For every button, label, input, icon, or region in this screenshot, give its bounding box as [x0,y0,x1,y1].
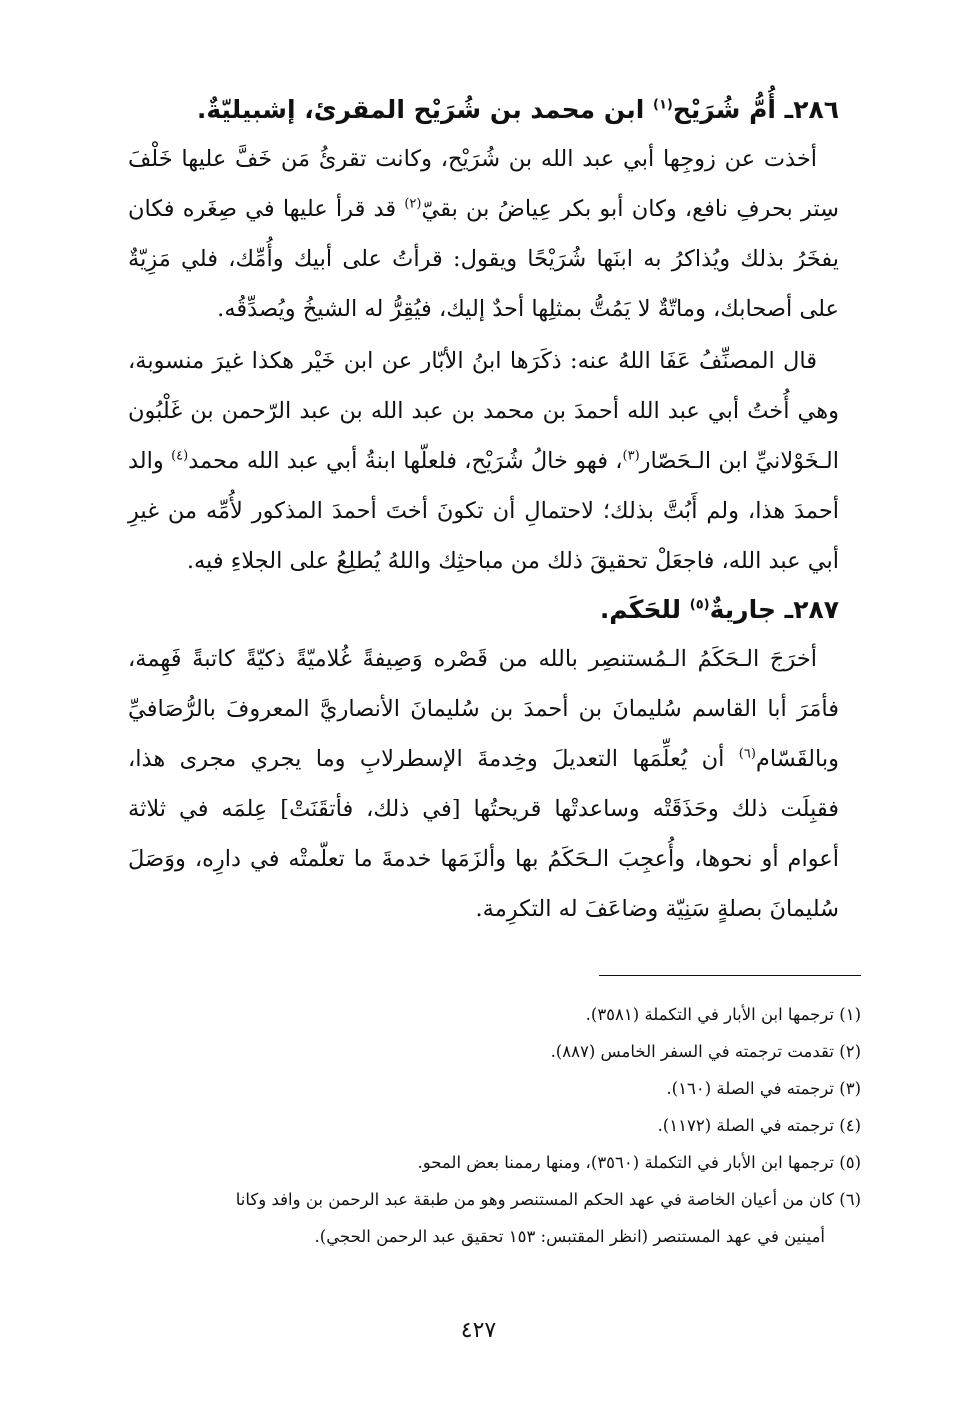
entry-title-287 [128,588,839,632]
paragraph-text: قال المصنِّفُ عَفَا اللهُ عنه: ذكَرَها ابنُ الأبّار عن ابن خَيْر هكذا غيرَ منسوبة، وهي أُختُ أبي عبد الله أحمدَ بن محمد بن عبد الله بن عبد الرّحمن بن غَلْبُون الـخَوْلانيِّ ابن الـحَصّار [128,348,839,474]
footnote: (١) ترجمها ابن الأبار في التكملة (٣٥٨١). [585,1005,861,1024]
paragraph [128,634,839,934]
footnote: (٥) ترجمها ابن الأبار في التكملة (٣٥٦٠)، ومنها رممنا بعض المحو. [417,1153,861,1172]
paragraph-text: أخرَجَ الـحَكَمُ الـمُستنصِر بالله من قَصْره وَصِيفةً غُلاميّةً ذكيّةً كاتبةً فَهِمة، فأمَرَ أبا القاسم سُليمانَ بن أحمدَ بن سُليمانَ الأنصاريَّ المعروفَ بالرُّصَافيِّ وبالقَسّام [128,646,839,772]
entry-title-text: ٢٨٧ـ جاريةٌ [709,595,839,624]
entry-title-286 [128,88,839,132]
page-number: ٤٢٧ [460,1318,497,1343]
footnote-ref[interactable]: (٤) [171,448,189,464]
footnote-ref[interactable]: (٥) [689,597,710,613]
paragraph [128,134,839,334]
paragraph-text: والد أحمدَ هذا، ولم أَبُتَّ بذلك؛ لاحتمالِ أن تكونَ أختَ أحمدَ المذكور لأُمِّه من غيرِ أبي عبد الله، فاجعَلْ تحقيقَ ذلك من مباحثِك واللهُ يُطلِعُ على الجلاءِ فيه. [128,448,839,574]
footnotes [112,996,861,1255]
footnote-ref[interactable]: (٦) [738,746,756,762]
entry-title-text: ٢٨٦ـ أُمُّ شُرَيْح [672,95,839,124]
paragraph [128,336,839,586]
entry-title-rest: للحَكَم. [599,595,690,624]
footnote: (٣) ترجمته في الصلة (١٦٠). [666,1079,861,1098]
paragraph-text: أخذت عن زوجِها أبي عبد الله بن شُرَيْح، وكانت تقرئُ مَن خَفَّ عليها خَلْفَ سِتر بحرفِ نافع، وكان أبو بكر عِياضُ بن بقيّ [128,146,839,222]
footnote-ref[interactable]: (٣) [622,448,640,464]
footnote: (٦) كان من أعيان الخاصة في عهد الحكم المستنصر وهو من طبقة عبد الرحمن بن وافد وكانا [235,1190,861,1209]
footnote-ref[interactable]: (١) [652,97,673,113]
footnote-divider [599,975,861,976]
footnote: (٢) تقدمت ترجمته في السفر الخامس (٨٨٧). [550,1042,861,1061]
paragraph-text: ، فهو خالُ شُرَيْح، فلعلّها ابنةُ أبي عبد الله محمد [188,448,623,474]
footnote-ref[interactable]: (٢) [404,196,422,212]
paragraph-text: قد قرأ عليها في صِغَره فكان يفخَرُ بذلك ويُذاكرُ به ابنَها شُرَيْحًا ويقول: قرأتُ على أبيك وأُمِّك، فلي مَزِيّةٌ على أصحابك، وماتّةٌ لا يَمُتُّ بمثلِها أحدٌ إليك، فيُقِرُّ له الشيخُ ويُصدِّقُه. [128,196,839,322]
paragraph-text: أن يُعلِّمَها التعديلَ وخِدمةَ الإسطرلابِ وما يجري مجرى هذا، فقبِلَت ذلك وحَذَقَتْه وساعدتْها قريحتُها [في ذلك، فأتقَنَتْ] عِلمَه في ثلاثة أعوام أو نحوها، وأُعجِبَ الـحَكَمُ بها وألزَمَها خدمةَ ما تعلّمتْه في دارِه، ووَصَلَ سُليمانَ بصلةٍ سَنِيّة وضاعَفَ له التكرِمة. [128,746,839,922]
entry-title-rest: ابن محمد بن شُرَيْح المقرئ، إشبيليّةٌ. [196,95,653,124]
footnote-continuation: أمينين في عهد المستنصر (انظر المقتبس: ١٥٣ تحقيق عبد الرحمن الحجي). [314,1227,825,1246]
footnote: (٤) ترجمته في الصلة (١١٧٢). [657,1116,861,1135]
